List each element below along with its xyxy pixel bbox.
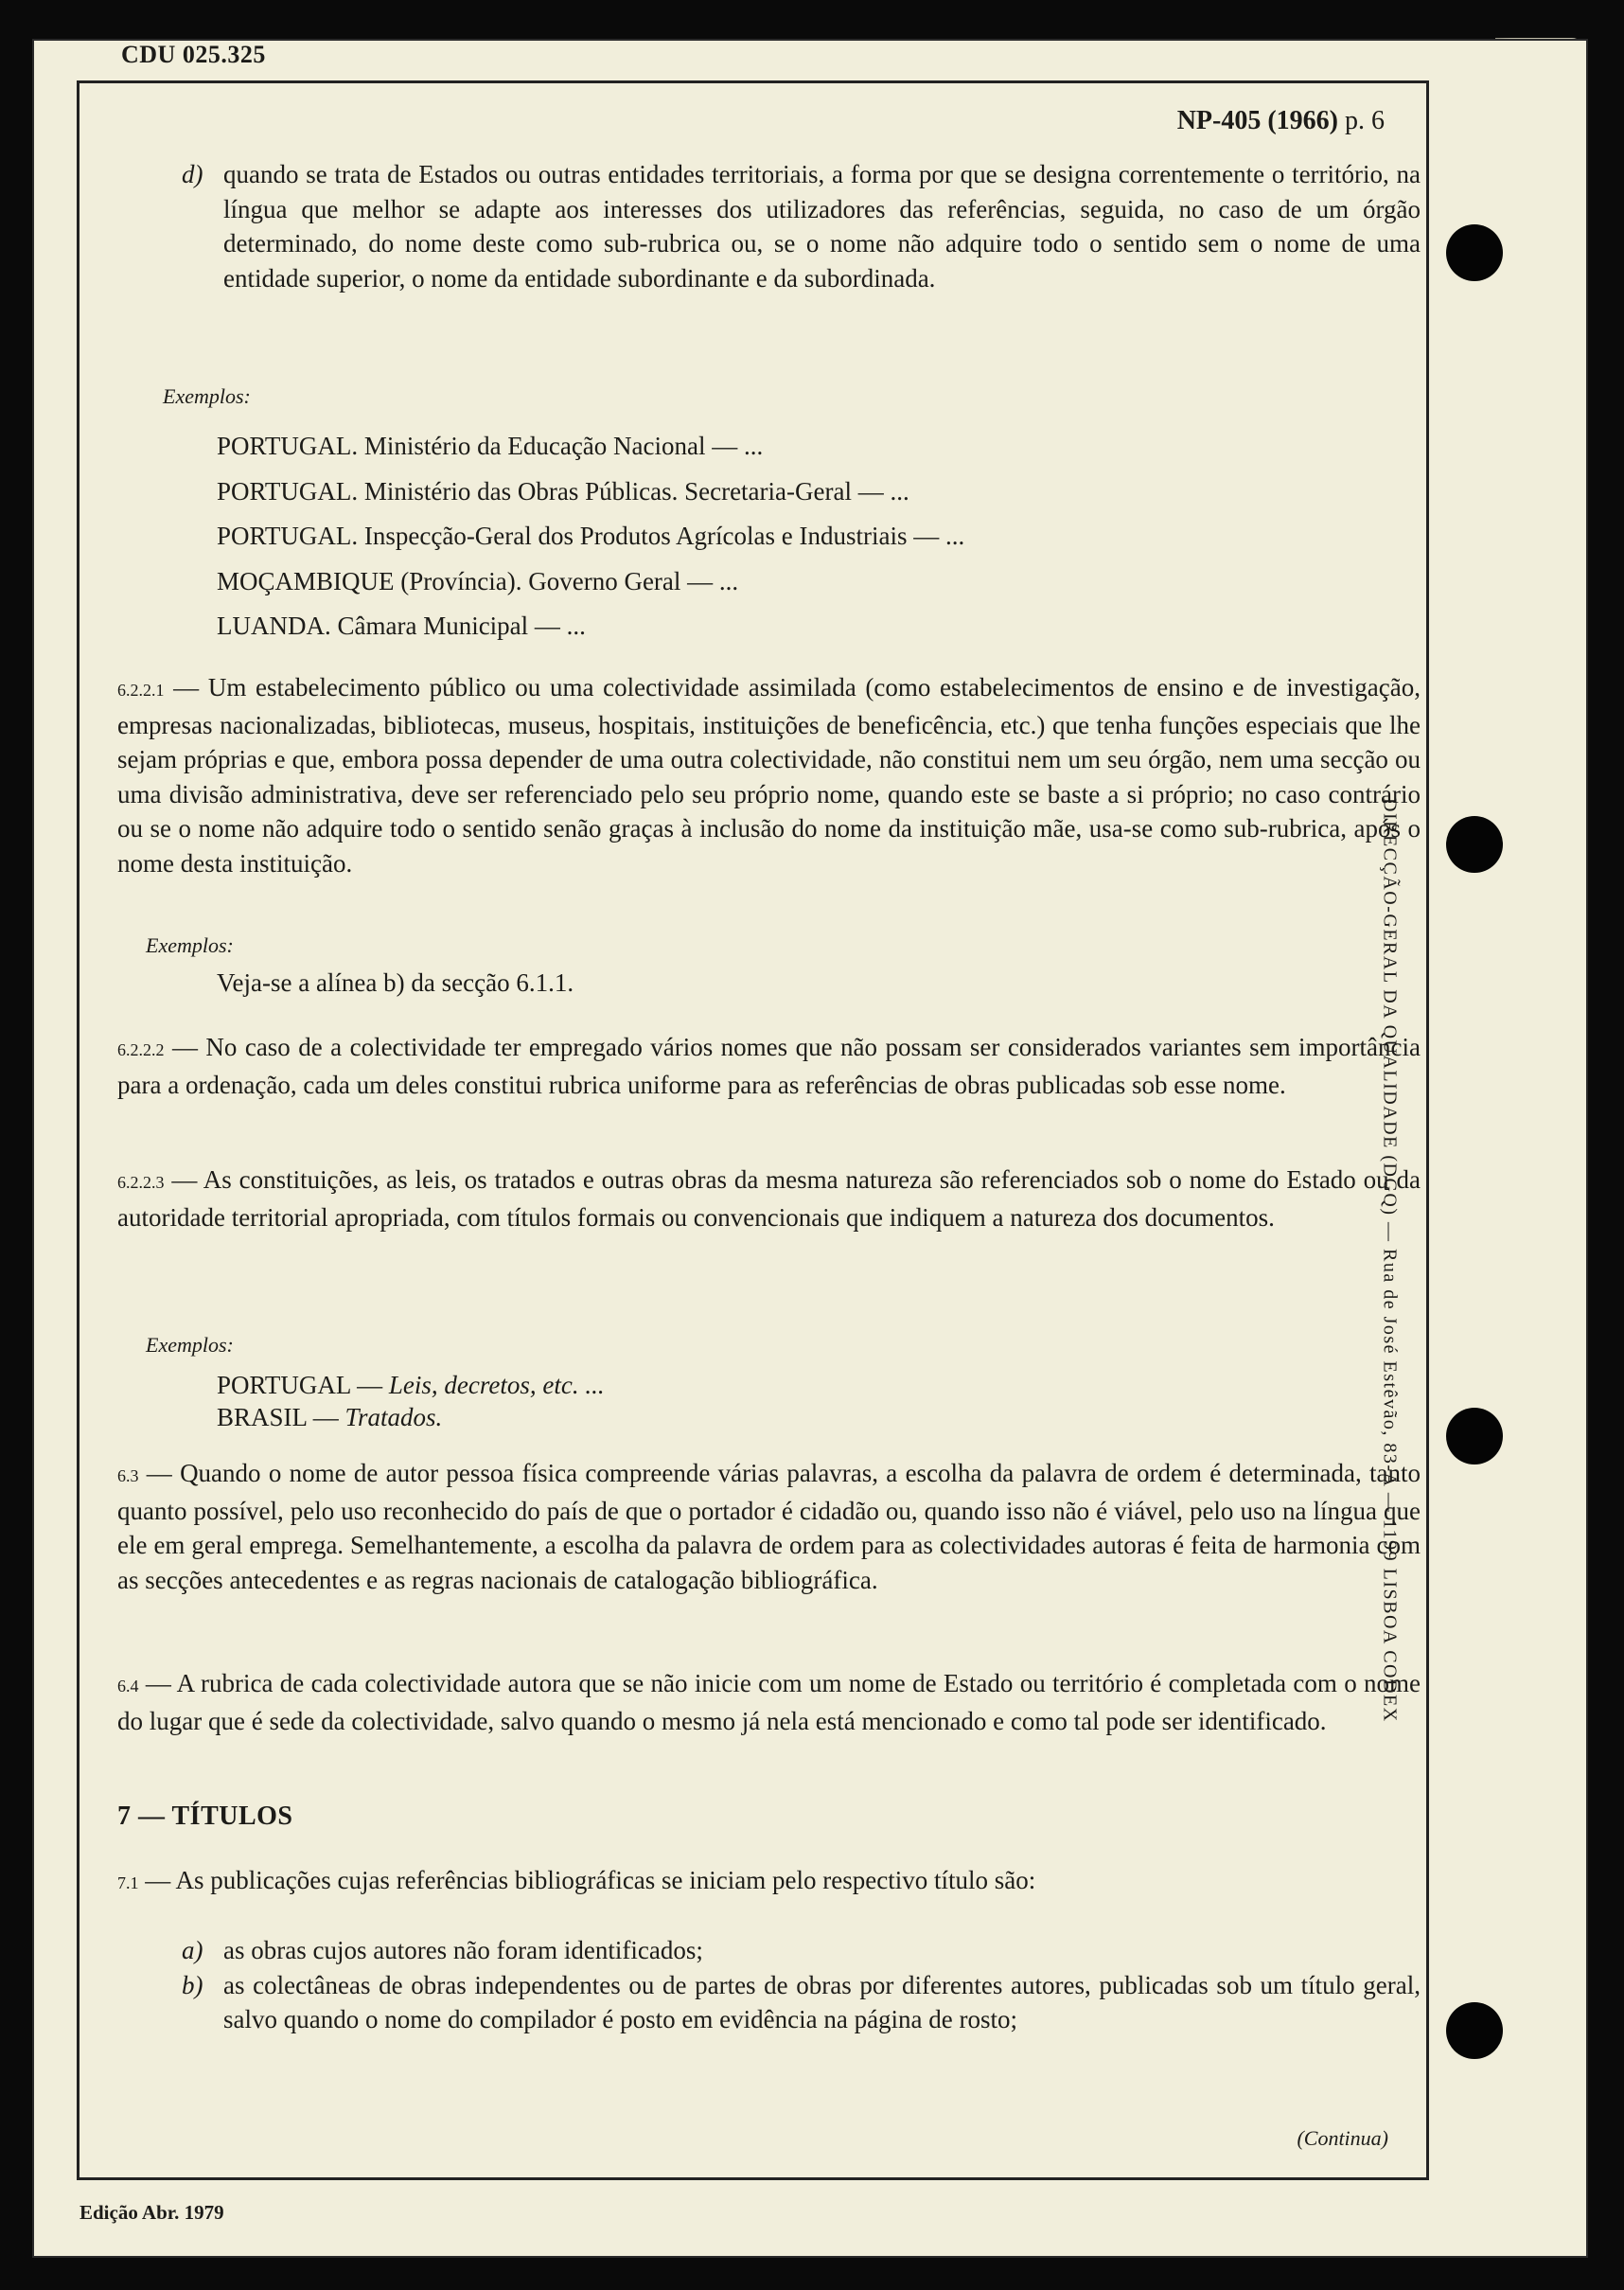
section-6-3 xyxy=(117,1456,1421,1597)
page-header xyxy=(1177,106,1385,136)
list-item xyxy=(182,1968,1421,2037)
list-7-1 xyxy=(182,1933,1421,2037)
continua-note: (Continua) xyxy=(1297,2126,1388,2150)
section-text: Um estabelecimento público ou uma colectividade assimilada (como estabelecimentos de ensino e de investigação, empresas nacionalizadas, bibliotecas, museus, hospitais, instituições de beneficência, etc.) que tenha funções especiais que lhe sejam próprias e que, embora possa depender de uma outra colectividade, não constitui nem um seu órgão, nem uma secção ou uma divisão administrativa, deve ser referenciado pelo seu próprio nome, quando este se baste a si próprio; no caso contrário ou se o nome não adquire todo o sentido senão graças à inclusão do nome da instituição mãe, usa-se como sub-rubrica, após o nome desta instituição. xyxy=(117,673,1421,878)
page-frame xyxy=(77,80,1429,2180)
edition-date: Edição Abr. 1979 xyxy=(79,2201,224,2224)
list-marker: a) xyxy=(182,1936,203,1964)
example-item: PORTUGAL. Ministério da Educação Nacional — ... xyxy=(217,432,764,460)
page-number: p. 6 xyxy=(1345,106,1385,135)
example-item xyxy=(217,1369,605,1401)
examples-list-3 xyxy=(217,1369,605,1433)
section-number: 6.2.2.1 xyxy=(117,681,165,700)
side-publisher-text: DIRECÇÃO-GERAL DA QUALIDADE (DGQ) — Rua de José Estêvão, 83-A — 1199 LISBOA CODEX xyxy=(1379,798,1401,1723)
section-text: A rubrica de cada colectividade autora que se não inicie com um nome de Estado ou território é completada com o nome do lugar que é sede da colectividade, salvo quando o mesmo já nela está mencionado e como tal pode ser identificado. xyxy=(117,1669,1421,1735)
standard-number: NP-405 (1966) xyxy=(1176,106,1338,135)
binder-hole xyxy=(1446,224,1503,281)
section-6-2-2-1 xyxy=(117,670,1421,880)
dash: — xyxy=(138,1459,181,1487)
example-name: PORTUGAL — xyxy=(217,1371,389,1399)
section-6-2-2-2 xyxy=(117,1030,1421,1102)
section-number: 7.1 xyxy=(117,1873,139,1892)
section-7-1 xyxy=(117,1863,1421,1901)
example-title: Leis, decretos, etc. ... xyxy=(388,1371,605,1399)
heading-7-titulos: 7 — TÍTULOS xyxy=(117,1802,293,1831)
section-text: As publicações cujas referências bibliográficas se iniciam pelo respectivo título são: xyxy=(175,1866,1036,1894)
item-d-text: quando se trata de Estados ou outras entidades territoriais, a forma por que se designa correntemente o território, na língua que melhor se adapte aos interesses dos utilizadores das referências, seguida, no caso de um órgão determinado, do nome deste como sub-rubrica ou, se o nome não adquire todo o sentido sem o nome de uma entidade superior, o nome da entidade subordinante e da subordinada. xyxy=(223,160,1421,293)
binder-hole xyxy=(1446,2002,1503,2059)
example-item: LUANDA. Câmara Municipal — ... xyxy=(217,612,586,640)
examples-label-1: Exemplos: xyxy=(163,384,251,408)
example-item: PORTUGAL. Inspecção-Geral dos Produtos Agrícolas e Industriais — ... xyxy=(217,522,965,550)
list-marker: b) xyxy=(182,1970,203,1999)
dash: — xyxy=(138,1669,177,1697)
example-item: MOÇAMBIQUE (Província). Governo Geral — ... xyxy=(217,566,739,595)
item-d xyxy=(182,157,1421,295)
examples-label-2: Exemplos: xyxy=(146,933,234,957)
example-title: Tratados. xyxy=(344,1403,443,1431)
section-number: 6.2.2.3 xyxy=(117,1173,165,1192)
section-number: 6.4 xyxy=(117,1677,139,1695)
examples-list-1 xyxy=(217,424,964,649)
example-item xyxy=(217,1401,605,1433)
dash: — xyxy=(138,1866,176,1894)
binder-hole xyxy=(1446,816,1503,873)
section-6-4 xyxy=(117,1666,1421,1738)
document-page xyxy=(34,41,1586,2256)
examples-label-3: Exemplos: xyxy=(146,1333,234,1357)
example-name: BRASIL — xyxy=(217,1403,345,1431)
list-text: as obras cujos autores não foram identificados; xyxy=(223,1936,703,1964)
section-number: 6.3 xyxy=(117,1466,139,1485)
list-item xyxy=(182,1933,1421,1968)
dash: — xyxy=(164,1165,203,1194)
example-item: PORTUGAL. Ministério das Obras Públicas. Secretaria-Geral — ... xyxy=(217,476,909,506)
example-reference: Veja-se a alínea b) da secção 6.1.1. xyxy=(217,968,574,997)
section-text: As constituições, as leis, os tratados e outras obras da mesma natureza são referenciados sob o nome do Estado ou da autoridade territorial apropriada, com títulos formais ou convencionais que indiquem a natureza dos documentos. xyxy=(117,1165,1421,1232)
section-text: No caso de a colectividade ter empregado vários nomes que não possam ser considerados variantes sem importância para a ordenação, cada um deles constitui rubrica uniforme para as referências de obras publicadas sob esse nome. xyxy=(117,1033,1421,1099)
dash: — xyxy=(164,673,208,701)
section-number: 6.2.2.2 xyxy=(117,1040,165,1059)
item-d-marker: d) xyxy=(182,160,203,188)
section-text: Quando o nome de autor pessoa física compreende várias palavras, a escolha da palavra de ordem é determinada, tanto quanto possível, pelo uso reconhecido do país de que o portador é cidadão ou, quando isso não é viável, pelo uso na língua que ele em geral emprega. Semelhantemente, a escolha da palavra de ordem para as colectividades autoras é feita de harmonia com as secções antecedentes e as regras nacionais de catalogação bibliográfica. xyxy=(117,1459,1421,1594)
list-text: as colectâneas de obras independentes ou de partes de obras por diferentes autores, publicadas sob um título geral, salvo quando o nome do compilador é posto em evidência na página de rosto; xyxy=(223,1970,1421,2033)
page-content xyxy=(79,83,1426,2177)
cdu-code: CDU 025.325 xyxy=(121,41,266,68)
binder-hole xyxy=(1446,1408,1503,1465)
dash: — xyxy=(164,1033,206,1061)
section-6-2-2-3 xyxy=(117,1163,1421,1234)
